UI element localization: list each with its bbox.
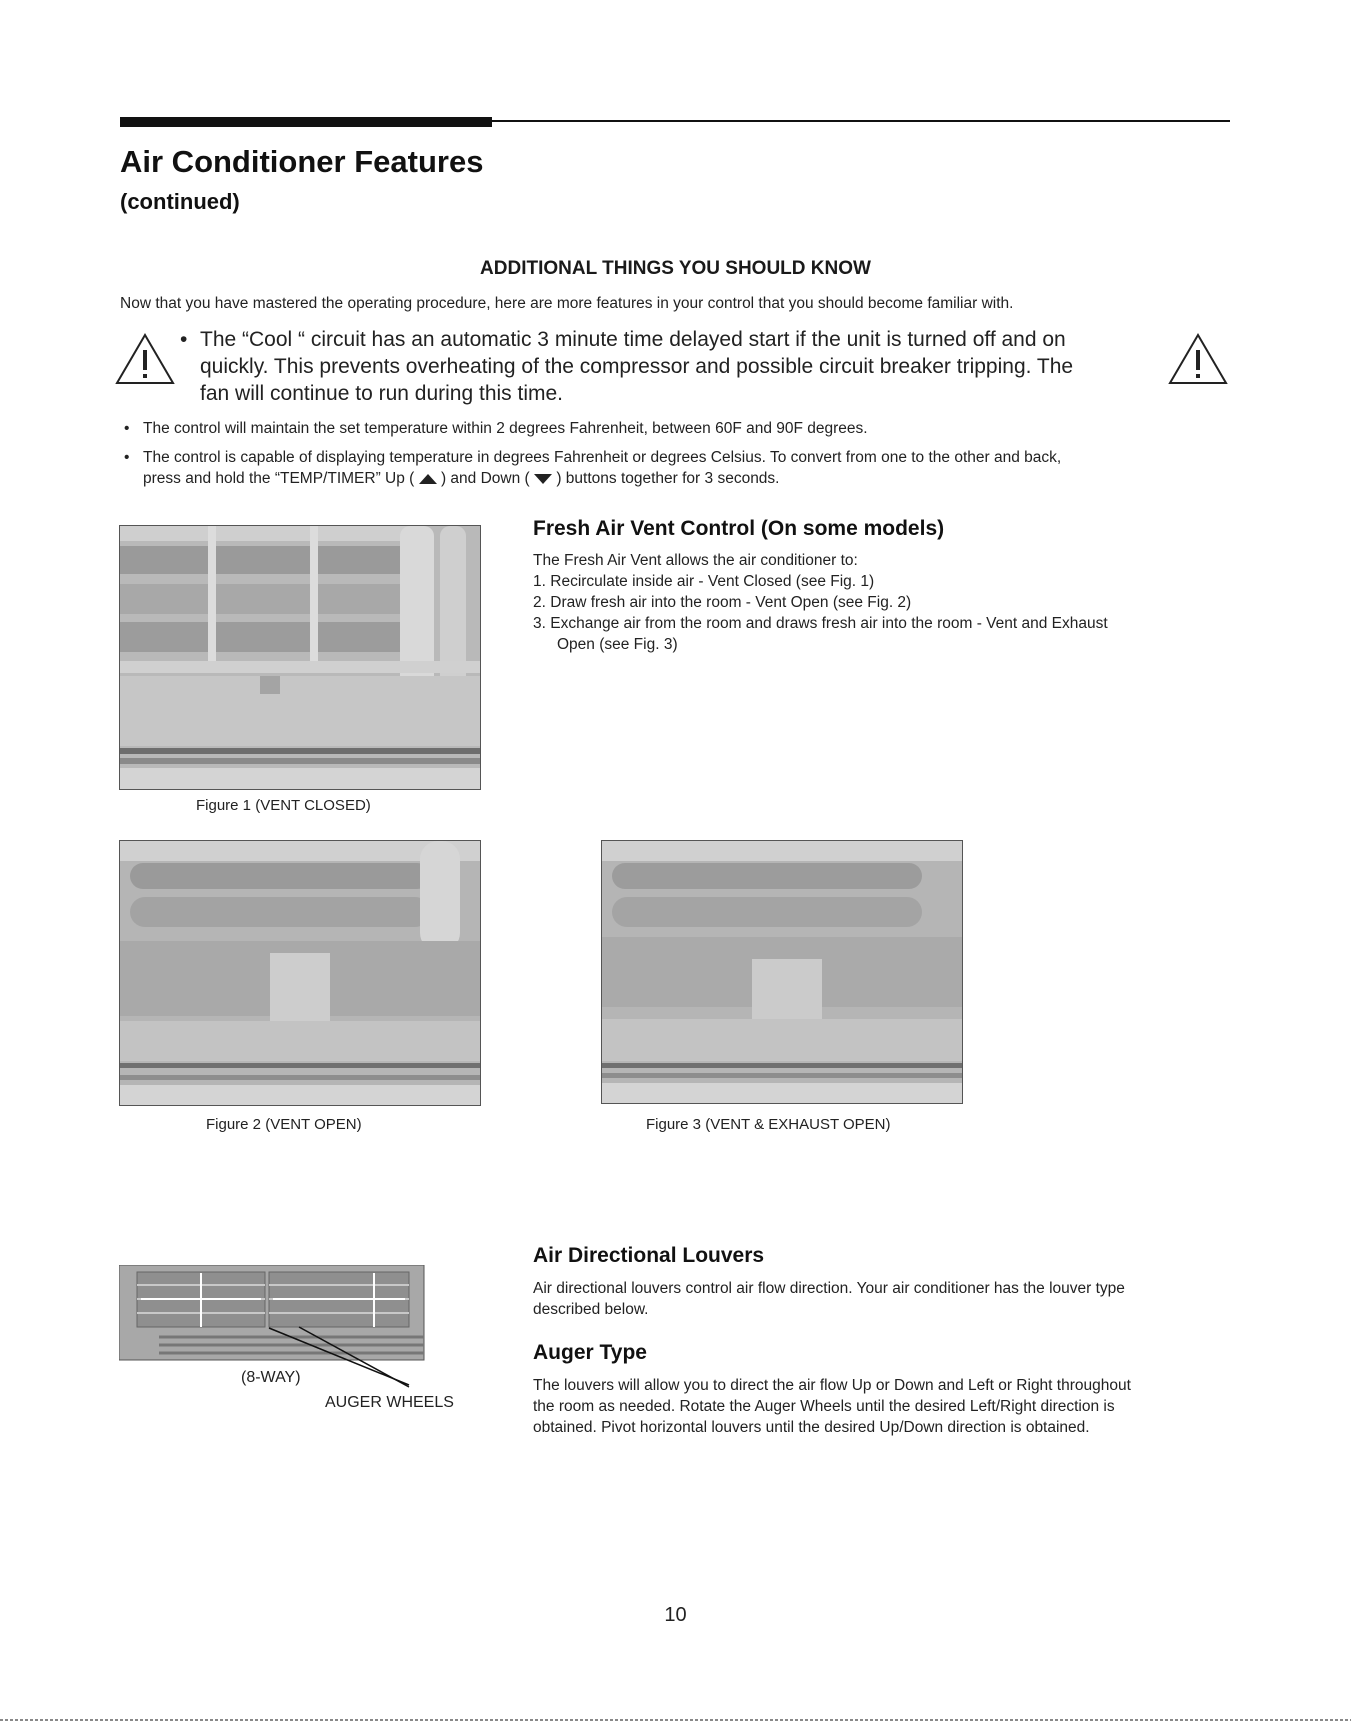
page-title: Air Conditioner Features (120, 144, 484, 179)
figure-1-photo (119, 525, 481, 790)
auger-text (533, 1375, 1233, 1438)
list-item (533, 613, 1108, 634)
warning-line: quickly. This prevents overheating of the compressor and possible circuit breaker tripping. The (200, 355, 1074, 378)
bullet-text-line2b: ) and Down ( (440, 470, 530, 487)
auger-text-line: obtained. Pivot horizontal louvers until the desired Up/Down direction is obtained. (533, 1419, 1090, 1436)
page-number: 10 (664, 1604, 687, 1626)
up-triangle-icon (419, 474, 437, 484)
bullet-mark: • (124, 420, 130, 437)
list-text: Draw fresh air into the room - Vent Open (see Fig. 2) (550, 594, 912, 611)
louvers-text (533, 1278, 1233, 1320)
warning-icon (1167, 332, 1229, 386)
list-item (533, 592, 911, 613)
fresh-air-heading: Fresh Air Vent Control (On some models) (533, 517, 945, 540)
figure-1-caption: Figure 1 (VENT CLOSED) (196, 797, 371, 814)
bullet-item (124, 447, 1234, 489)
bullet-text (124, 447, 1234, 489)
header-rule-thin (492, 120, 1230, 122)
warning-icon (114, 332, 176, 386)
warning-bullet: • (180, 328, 188, 351)
list-text: Exchange air from the room and draws fresh air into the room - Vent and Exhaust (550, 615, 1108, 632)
intro-text: Now that you have mastered the operating procedure, here are more features in your control that you should become familiar with. (120, 295, 1014, 312)
warning-line: fan will continue to run during this time. (200, 382, 564, 405)
auger-text-line: the room as needed. Rotate the Auger Wheels until the desired Left/Right direction is (533, 1398, 1115, 1415)
list-item-continued: Open (see Fig. 3) (557, 636, 678, 653)
list-number: 1. (533, 573, 546, 590)
louvers-heading: Air Directional Louvers (533, 1244, 765, 1267)
page-subtitle: (continued) (120, 189, 240, 214)
auger-heading: Auger Type (533, 1341, 647, 1364)
label-auger-wheels: AUGER WHEELS (325, 1394, 454, 1411)
auger-text-line: The louvers will allow you to direct the air flow Up or Down and Left or Right throughout (533, 1377, 1131, 1394)
warning-text (180, 326, 1160, 407)
list-number: 2. (533, 594, 546, 611)
header-rule-thick (120, 117, 492, 127)
section-heading: ADDITIONAL THINGS YOU SHOULD KNOW (480, 258, 871, 279)
figure-3-caption: Figure 3 (VENT & EXHAUST OPEN) (646, 1116, 891, 1133)
bullet-item (124, 418, 1234, 439)
figure-3-photo (601, 840, 963, 1104)
figure-2-photo (119, 840, 481, 1106)
bottom-rule (0, 1719, 1351, 1721)
label-8-way: (8-WAY) (241, 1369, 301, 1386)
figure-2-caption: Figure 2 (VENT OPEN) (206, 1116, 362, 1133)
warning-line: The “Cool “ circuit has an automatic 3 minute time delayed start if the unit is turned off and on (200, 328, 1066, 351)
bullet-mark: • (124, 449, 130, 466)
bullet-text-line1: The control is capable of displaying temperature in degrees Fahrenheit or degrees Celsius. To convert from one to the other and back, (143, 449, 1062, 466)
list-text: Recirculate inside air - Vent Closed (see Fig. 1) (550, 573, 875, 590)
list-item (533, 571, 874, 592)
down-triangle-icon (534, 474, 552, 484)
list-number: 3. (533, 615, 546, 632)
louvers-text-line: Air directional louvers control air flow direction. Your air conditioner has the louver type (533, 1280, 1125, 1297)
louvers-text-line: described below. (533, 1301, 649, 1318)
fresh-air-intro: The Fresh Air Vent allows the air conditioner to: (533, 552, 858, 569)
bullet-text-line2c: ) buttons together for 3 seconds. (556, 470, 780, 487)
bullet-text-line2a: press and hold the “TEMP/TIMER” Up ( (143, 470, 415, 487)
bullet-text: The control will maintain the set temperature within 2 degrees Fahrenheit, between 60F and 90F degrees. (143, 420, 868, 437)
